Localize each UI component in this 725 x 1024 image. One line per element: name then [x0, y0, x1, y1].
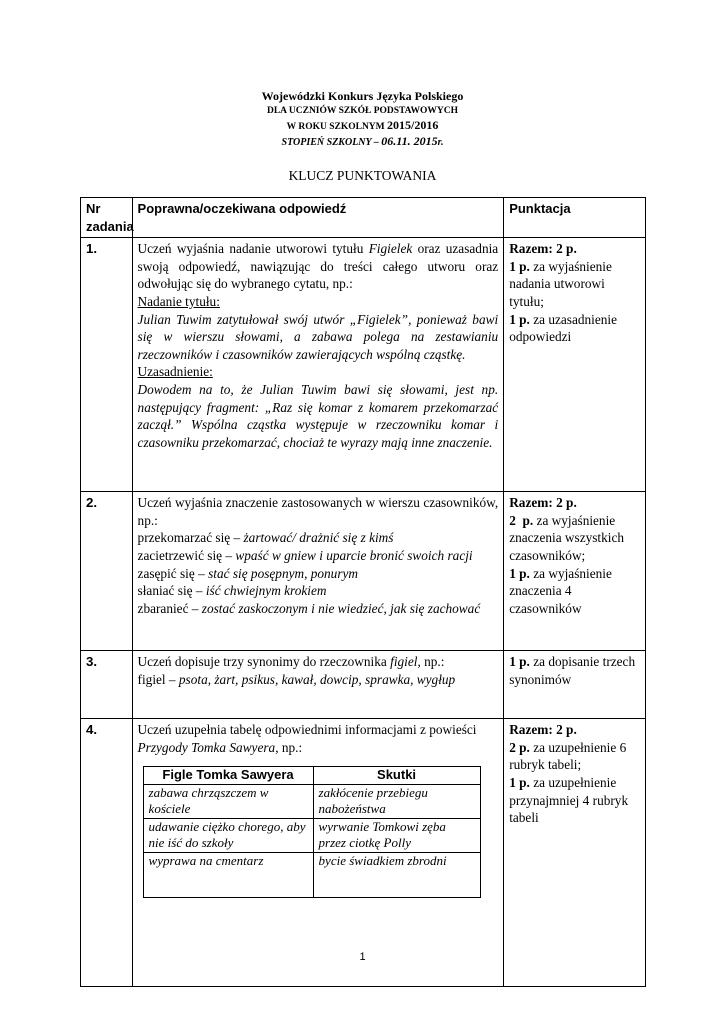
verb-definition	[138, 547, 499, 565]
task-number: 1.	[81, 238, 133, 492]
pranks-table	[143, 766, 481, 898]
table-header-row	[81, 198, 646, 238]
prank-cell: zabawa chrząszczem w kościele	[143, 784, 313, 818]
score-points: 1 p.	[509, 654, 530, 670]
header-pranks: Figle Tomka Sawyera	[143, 767, 313, 785]
verb-definition	[138, 529, 499, 547]
noun: figiel –	[137, 671, 179, 687]
task-intro	[138, 653, 499, 671]
score-total: Razem: 2 p.	[509, 495, 577, 511]
verb-meaning: iść chwiejnym krokiem	[205, 583, 327, 599]
prank-cell: wyprawa na cmentarz	[143, 852, 313, 897]
novel-title: Przygody Tomka Sawyera	[137, 739, 276, 755]
intro-text: Uczeń dopisuje trzy synonimy do rzeczownika	[137, 654, 391, 670]
contest-audience: DLA UCZNIÓW SZKÓŁ PODSTAWOWYCH	[266, 106, 458, 116]
score-criterion	[509, 774, 640, 827]
verb-definition	[138, 565, 499, 583]
school-year-value: 2015/2016	[387, 118, 439, 132]
prank-cell: udawanie ciężko chorego, aby nie iść do szkoły	[143, 818, 313, 852]
stage-date-suffix: r.	[437, 137, 444, 148]
verb: zasępić się –	[137, 565, 209, 581]
score-description: za uzupełnienie przynajmniej 4 rubryk tabeli	[509, 774, 629, 826]
answer-key-table	[80, 197, 646, 987]
synonyms: psota, żart, psikus, kawał, dowcip, sprawka, wygłup	[178, 671, 456, 687]
intro-text: Uczeń uzupełnia tabelę odpowiednimi informacjami z powieści	[137, 722, 477, 738]
intro-text-continued: , np.:	[417, 654, 445, 670]
contest-name-text: Wojewódzki Konkurs Języka Polskiego	[261, 89, 464, 103]
section-label: Nadanie tytułu:	[137, 293, 220, 309]
score-points: 1 p.	[509, 311, 530, 327]
score-points: 2 p.	[509, 512, 534, 528]
score-total: Razem: 2 p.	[509, 241, 577, 257]
answer-cell	[132, 238, 504, 492]
table-row	[81, 492, 646, 651]
table-row	[143, 818, 480, 852]
header-effects: Skutki	[313, 767, 480, 785]
verb-meaning: wpaść w gniew i uparcie bronić swoich racji	[235, 547, 473, 563]
score-points: 1 p.	[509, 258, 530, 274]
verb-meaning: żartować/ drażnić się z kimś	[243, 530, 394, 546]
synonym-list	[138, 671, 499, 689]
task-intro	[138, 721, 499, 756]
score-description: za dopisanie trzech synonimów	[509, 654, 636, 687]
task-intro	[138, 240, 499, 293]
page-title: KLUCZ PUNKTOWANIA	[288, 168, 437, 183]
table-row	[81, 238, 646, 492]
table-row	[81, 651, 646, 719]
verb-meaning: zostać zaskoczonym i nie wiedzieć, jak się zachować	[201, 600, 481, 616]
header-expected-answer: Poprawna/oczekiwana odpowiedź	[132, 198, 504, 238]
verb-meaning: stać się posępnym, ponurym	[208, 565, 359, 581]
header-scoring: Punktacja	[504, 198, 646, 238]
stage-date: 06.11. 2015	[381, 134, 438, 148]
verb: słaniać się –	[137, 583, 206, 599]
score-criterion	[509, 565, 640, 618]
verb-definition	[138, 600, 499, 618]
task-number: 2.	[81, 492, 133, 651]
answer-cell	[132, 492, 504, 651]
effect-cell: wyrwanie Tomkowi zęba przez ciotkę Polly	[313, 818, 480, 852]
example-answer: Julian Tuwim zatytułował swój utwór „Figielek”, ponieważ bawi się w wierszu słowami, a zabawa polega na zestawianiu rzeczowników i czasowników zawierających wspólną cząstkę.	[137, 311, 499, 362]
score-description: za wyjaśnienie nadania utworowi tytułu;	[509, 258, 612, 309]
contest-name	[0, 89, 725, 104]
score-points: 1 p.	[509, 565, 530, 581]
verb: zbaranieć –	[137, 600, 202, 616]
effect-cell: zakłócenie przebiegu nabożeństwa	[313, 784, 480, 818]
school-year-line	[0, 118, 725, 134]
scoring-cell	[504, 492, 646, 651]
header-task-number: Nr zadania	[81, 198, 133, 238]
scoring-cell	[504, 719, 646, 987]
stage-label: STOPIEŃ SZKOLNY –	[281, 137, 379, 148]
task-number: 3.	[81, 651, 133, 719]
verb-definition	[138, 582, 499, 600]
score-description: za uzupełnienie 6 rubryk tabeli;	[509, 739, 627, 773]
score-criterion	[509, 258, 640, 311]
score-criterion	[509, 311, 640, 346]
table-row	[81, 719, 646, 987]
table-row	[143, 784, 480, 818]
answer-cell	[132, 651, 504, 719]
document-header	[0, 89, 725, 150]
pranks-table-header	[143, 767, 480, 785]
score-total: Razem: 2 p.	[509, 722, 577, 738]
score-points: 2 p.	[509, 739, 530, 755]
score-criterion	[509, 512, 640, 565]
score-description: za uzasadnienie odpowiedzi	[509, 311, 618, 345]
noun: figiel	[390, 654, 418, 670]
answer-cell	[132, 719, 504, 987]
page-number: 1	[359, 951, 366, 963]
verb: zacietrzewić się –	[137, 547, 236, 563]
task-intro: Uczeń wyjaśnia znaczenie zastosowanych w wierszu czasowników, np.:	[137, 495, 499, 528]
school-year-label: W ROKU SZKOLNYM	[286, 122, 385, 132]
scoring-cell	[504, 238, 646, 492]
effect-cell: bycie świadkiem zbrodni	[313, 852, 480, 897]
intro-text: Uczeń wyjaśnia nadanie utworowi tytułu	[137, 241, 369, 257]
poem-title: Figielek	[368, 241, 413, 257]
score-criterion	[509, 739, 640, 774]
intro-text-continued: , np.:	[275, 739, 303, 755]
scoring-cell	[504, 651, 646, 719]
table-row	[143, 852, 480, 897]
verb: przekomarzać się –	[137, 530, 244, 546]
score-description: za wyjaśnienie znaczenia 4 czasowników	[509, 565, 612, 616]
score-description: za wyjaśnienie znaczenia wszystkich czasowników;	[509, 512, 625, 563]
section-label: Uzasadnienie:	[137, 364, 213, 380]
task-number: 4.	[81, 719, 133, 987]
stage-line	[0, 134, 725, 150]
example-answer: Dowodem na to, że Julian Tuwim bawi się słowami, jest np. następujący fragment: „Raz się komar z komarem przekomarzać zaczął.” Wspólna cząstka występuje w rzeczowniku komar i czasowniku przekomarzać, chociaż te wyrazy mają inne znaczenie.	[137, 381, 499, 450]
score-criterion	[509, 653, 640, 688]
score-points: 1 p.	[509, 774, 530, 790]
intro-text-continued: oraz uzasadnia swoją odpowiedź, nawiązując do treści całego utworu oraz odwołując się do wybranego cytatu, np.:	[137, 241, 499, 292]
